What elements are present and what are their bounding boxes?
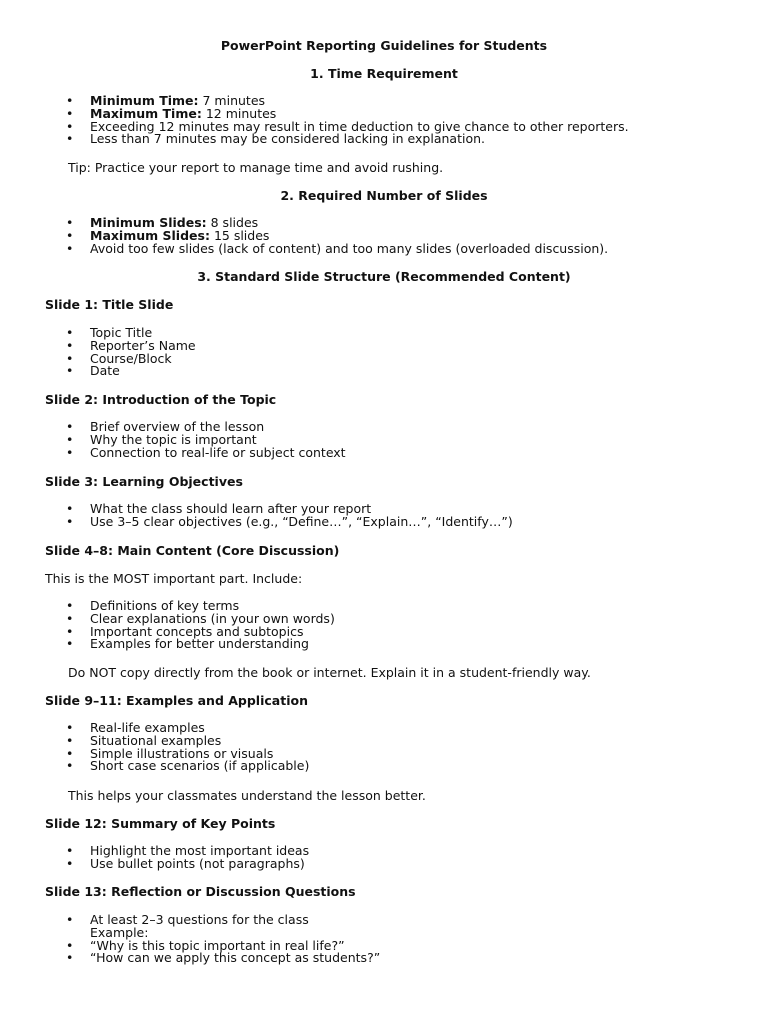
- list-item: • Course/Block: [0, 353, 196, 366]
- list-item: • Why the topic is important: [0, 434, 346, 447]
- slide-13-heading: Slide 13: Reflection or Discussion Questions: [45, 884, 356, 899]
- slide-9-11-list: [0, 722, 309, 773]
- list-item: • Definitions of key terms: [0, 600, 335, 613]
- list-item: • Clear explanations (in your own words): [0, 613, 335, 626]
- time-requirement-list: [0, 95, 629, 146]
- list-item: • Short case scenarios (if applicable): [0, 760, 309, 773]
- slide-9-11-note: This helps your classmates understand the lesson better.: [68, 788, 426, 803]
- list-item: • Maximum Time: 12 minutes: [0, 108, 629, 121]
- slide-3-list: [0, 503, 513, 529]
- time-tip: Tip: Practice your report to manage time and avoid rushing.: [68, 160, 444, 175]
- section-2-heading: 2. Required Number of Slides: [280, 188, 488, 203]
- slide-4-8-list: [0, 600, 335, 651]
- list-item: • Real-life examples: [0, 722, 309, 735]
- slide-1-heading: Slide 1: Title Slide: [45, 297, 174, 312]
- list-item: • Simple illustrations or visuals: [0, 748, 309, 761]
- list-item: • “Why is this topic important in real life?”: [0, 940, 380, 953]
- section-3-heading: 3. Standard Slide Structure (Recommended Content): [197, 269, 571, 284]
- list-item: • Minimum Time: 7 minutes: [0, 95, 629, 108]
- list-item: • Date: [0, 365, 196, 378]
- list-item: • Brief overview of the lesson: [0, 421, 346, 434]
- list-item: • Reporter’s Name: [0, 340, 196, 353]
- list-item: • Use bullet points (not paragraphs): [0, 858, 309, 871]
- list-item: • Exceeding 12 minutes may result in time deduction to give chance to other reporters.: [0, 121, 629, 134]
- slides-count-list: [0, 217, 608, 255]
- slide-13-list: [0, 914, 380, 965]
- list-item: • Connection to real-life or subject context: [0, 447, 346, 460]
- list-item: • “How can we apply this concept as students?”: [0, 952, 380, 965]
- slide-1-list: [0, 327, 196, 378]
- list-item: • Highlight the most important ideas: [0, 845, 309, 858]
- slide-3-heading: Slide 3: Learning Objectives: [45, 474, 243, 489]
- list-item: • Topic Title: [0, 327, 196, 340]
- slide-4-8-note: Do NOT copy directly from the book or internet. Explain it in a student-friendly way.: [68, 665, 591, 680]
- list-item: • What the class should learn after your report: [0, 503, 513, 516]
- list-item: • Examples for better understanding: [0, 638, 335, 651]
- document-title: PowerPoint Reporting Guidelines for Students: [220, 38, 548, 53]
- list-item: • Minimum Slides: 8 slides: [0, 217, 608, 230]
- slide-2-list: [0, 421, 346, 459]
- list-item: • Important concepts and subtopics: [0, 626, 335, 639]
- list-item: • Avoid too few slides (lack of content) and too many slides (overloaded discussion).: [0, 243, 608, 256]
- list-item: • At least 2–3 questions for the class: [0, 914, 380, 927]
- slide-12-list: [0, 845, 309, 871]
- slide-12-heading: Slide 12: Summary of Key Points: [45, 816, 276, 831]
- slide-4-8-intro: This is the MOST important part. Include:: [45, 571, 303, 586]
- slide-2-heading: Slide 2: Introduction of the Topic: [45, 392, 277, 407]
- slide-4-8-heading: Slide 4–8: Main Content (Core Discussion): [45, 543, 340, 558]
- list-item: • Maximum Slides: 15 slides: [0, 230, 608, 243]
- section-1-heading: 1. Time Requirement: [310, 66, 458, 81]
- slide-9-11-heading: Slide 9–11: Examples and Application: [45, 693, 308, 708]
- list-item: • Situational examples: [0, 735, 309, 748]
- list-item-continuation: Example:: [90, 924, 149, 940]
- list-item: • Less than 7 minutes may be considered lacking in explanation.: [0, 133, 629, 146]
- list-item: • Use 3–5 clear objectives (e.g., “Define…”, “Explain…”, “Identify…”): [0, 516, 513, 529]
